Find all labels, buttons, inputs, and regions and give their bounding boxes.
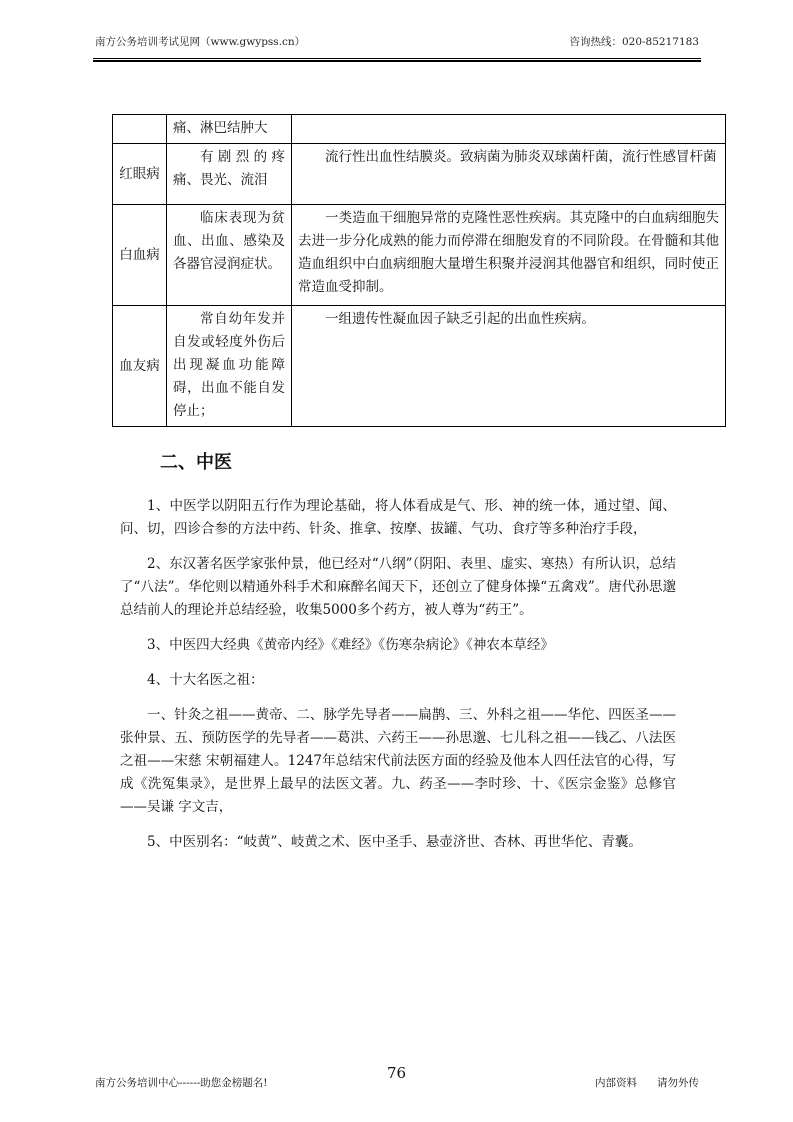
disease-description	[292, 115, 726, 144]
disease-description: 一组遗传性凝血因子缺乏引起的出血性疾病。	[292, 306, 726, 427]
page-number: 76	[387, 1064, 407, 1082]
footer-no-share-label: 请勿外传	[657, 1077, 699, 1089]
footer-internal-label: 内部资料	[595, 1077, 637, 1089]
disease-symptoms: 常自幼年发并自发或轻度外伤后出现凝血功能障碍，出血不能自发停止；	[167, 306, 292, 427]
paragraph: 5、中医别名：“岐黄”、岐黄之术、医中圣手、悬壶济世、杏林、再世华佗、青囊。	[147, 834, 642, 850]
section-body	[120, 495, 676, 866]
disease-name: 血友病	[113, 306, 167, 427]
disease-name: 红眼病	[113, 144, 167, 205]
table-row	[113, 144, 726, 205]
page-footer	[95, 1062, 699, 1092]
disease-symptoms: 痛、淋巴结肿大	[167, 115, 292, 144]
section-heading: 二、中医	[160, 452, 232, 473]
header-rule	[93, 58, 701, 62]
disease-symptoms: 临床表现为贫血、出血、感染及各器官浸润症状。	[167, 205, 292, 306]
page-header	[95, 34, 699, 52]
header-hotline: 咨询热线：020-85217183	[569, 36, 699, 48]
disease-name	[113, 115, 167, 144]
paragraph: 2、东汉著名医学家张仲景，他已经对“八纲”（阴阳、表里、虚实、寒热）有所认识，总结了“八法”。华佗则以精通外科手术和麻醉名闻天下，还创立了健身体操“五禽戏”。唐代孙思邈总结前人的理论并总结经验，收集5000多个药方，被人尊为“药王”。	[120, 556, 676, 618]
disease-description: 流行性出血性结膜炎。致病菌为肺炎双球菌杆菌，流行性感冒杆菌	[292, 144, 726, 205]
disease-table	[112, 114, 726, 427]
paragraph: 4、十大名医之祖：	[147, 672, 264, 688]
table-row	[113, 205, 726, 306]
disease-description: 一类造血干细胞异常的克隆性恶性疾病。其克隆中的白血病细胞失去进一步分化成熟的能力而停滞在细胞发育的不同阶段。在骨髓和其他造血组织中白血病细胞大量增生积聚并浸润其他器官和组织，同时使正常造血受抑制。	[292, 205, 726, 306]
table-row	[113, 306, 726, 427]
disease-name: 白血病	[113, 205, 167, 306]
paragraph: 1、中医学以阴阳五行作为理论基础，将人体看成是气、形、神的统一体，通过望、闻、问、切，四诊合参的方法中药、针灸、推拿、按摩、拔罐、气功、食疗等多种治疗手段，	[120, 498, 676, 537]
header-site-name: 南方公务培训考试见网（www.gwypss.cn）	[95, 36, 306, 48]
footer-notice	[595, 1075, 699, 1090]
paragraph: 一、针灸之祖——黄帝、二、脉学先导者——扁鹊、三、外科之祖——华佗、四医圣——张仲景、五、预防医学的先导者——葛洪、六药王——孙思邈、七儿科之祖——钱乙、八法医之祖——宋慈 宋朝福建人。1247年总结宋代前法医方面的经验及他本人四任法官的心得，写成《洗冤集录》，是世界上最早的法医文著。九、药圣——李时珍、十、《医宗金鉴》总修官——吴谦 字文吉，	[120, 707, 676, 815]
footer-slogan: 南方公务培训中心------助您金榜题名!	[95, 1077, 268, 1089]
disease-symptoms: 有剧烈的疼痛、畏光、流泪	[167, 144, 292, 205]
table-row	[113, 115, 726, 144]
paragraph: 3、中医四大经典《黄帝内经》《难经》《伤寒杂病论》《神农本草经》	[147, 637, 554, 653]
